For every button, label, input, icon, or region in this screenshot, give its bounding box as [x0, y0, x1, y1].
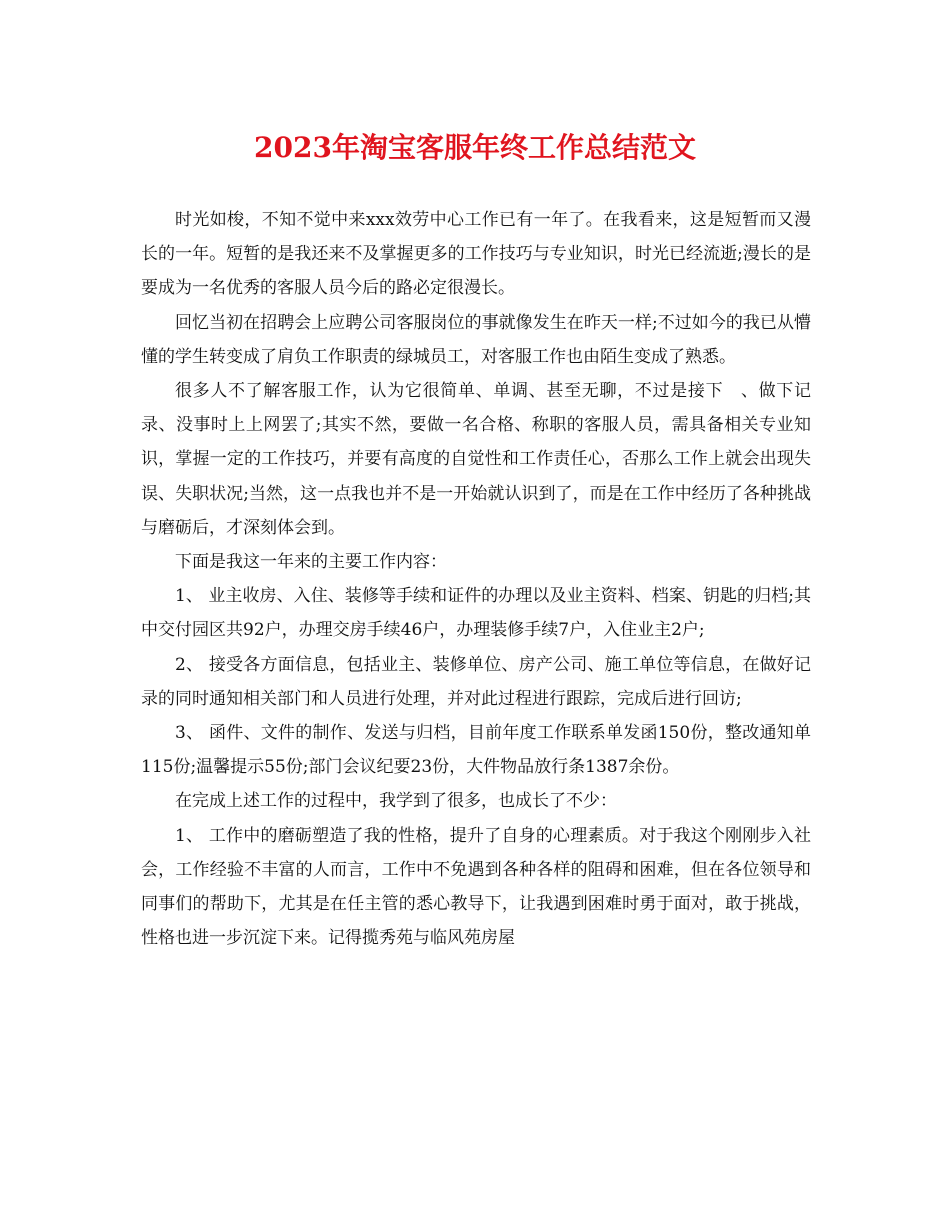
paragraph-intro: 时光如梭，不知不觉中来xxx效劳中心工作已有一年了。在我看来，这是短暂而又漫长的一年。短暂的是我还来不及掌握更多的工作技巧与专业知识，时光已经流逝;漫长的是要成为一名优秀的客服人员今后的路必定很漫长。 — [141, 210, 811, 299]
paragraph-misconception: 很多人不了解客服工作，认为它很简单、单调、甚至无聊，不过是接下 、做下记录、没事时上上网罢了;其实不然，要做一名合格、称职的客服人员，需具备相关专业知识，掌握一定的工作技巧，并要有高度的自觉性和工作责任心，否那么工作上就会出现失误、失职状况;当然，这一点我也并不是一开始就认识到了，而是在工作中经历了各种挑战与磨砺后，才深刻体会到。 — [141, 381, 811, 538]
paragraph-learning-heading: 在完成上述工作的过程中，我学到了很多，也成长了不少： — [175, 791, 617, 812]
paragraph-work-item-3: 3、 函件、文件的制作、发送与归档，目前年度工作联系单发函150份，整改通知单115份;温馨提示55份;部门会议纪要23份，大件物品放行条1387余份。 — [141, 723, 811, 778]
paragraph-work-heading: 下面是我这一年来的主要工作内容： — [175, 552, 447, 573]
paragraph-recall: 回忆当初在招聘会上应聘公司客服岗位的事就像发生在昨天一样;不过如今的我已从懵懂的学生转变成了肩负工作职责的绿城员工，对客服工作也由陌生变成了熟悉。 — [141, 312, 811, 367]
document-body — [141, 203, 811, 955]
paragraph-work-item-2: 2、 接受各方面信息，包括业主、装修单位、房产公司、施工单位等信息，在做好记录的同时通知相关部门和人员进行处理，并对此过程进行跟踪，完成后进行回访; — [141, 654, 811, 709]
paragraph-work-item-1: 1、 业主收房、入住、装修等手续和证件的办理以及业主资料、档案、钥匙的归档;其中交付园区共92户，办理交房手续46户，办理装修手续7户，入住业主2户; — [141, 586, 811, 641]
document-title: 2023年淘宝客服年终工作总结范文 — [254, 131, 696, 164]
paragraph-learning-item-1: 1、 工作中的磨砺塑造了我的性格，提升了自身的心理素质。对于我这个刚刚步入社会，工作经验不丰富的人而言，工作中不免遇到各种各样的阻碍和困难，但在各位领导和同事们的帮助下，尤其是在任主管的悉心教导下，让我遇到困难时勇于面对，敢于挑战，性格也进一步沉淀下来。记得揽秀苑与临风苑房屋 — [141, 825, 811, 949]
